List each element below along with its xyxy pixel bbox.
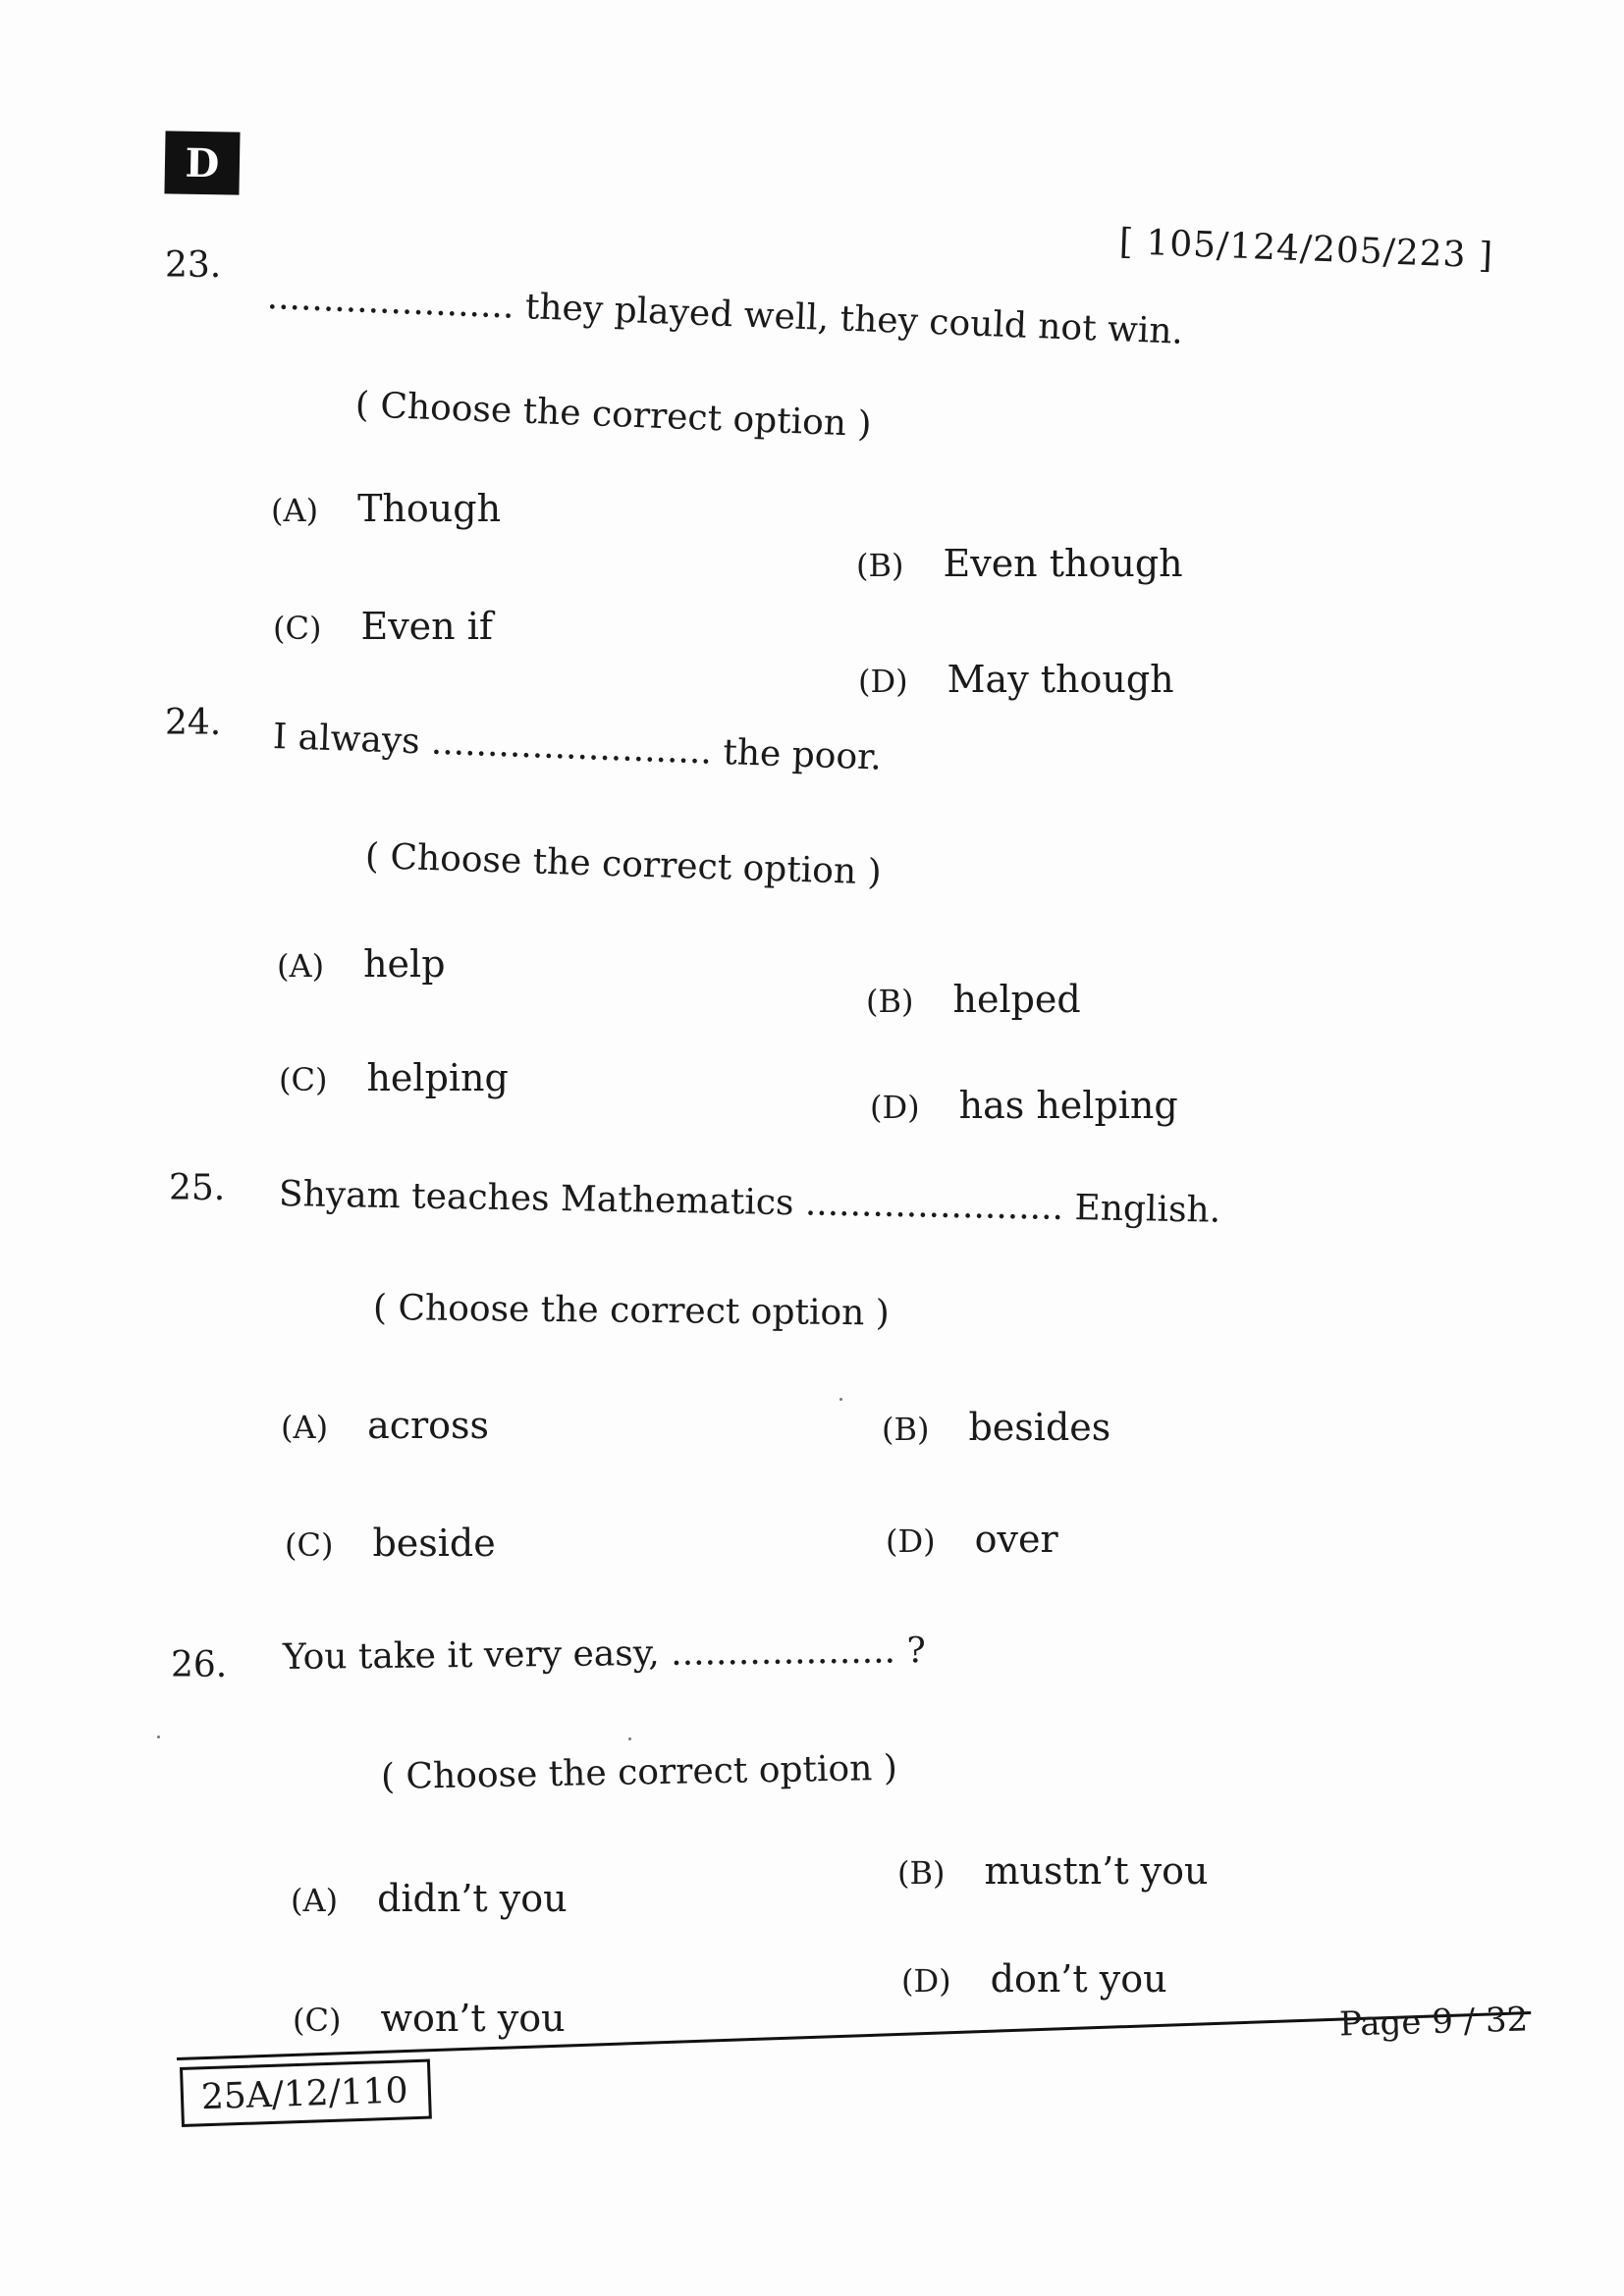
option-letter: (D): [870, 1089, 920, 1126]
option-letter: (A): [281, 1409, 329, 1446]
option-d[interactable]: [886, 1518, 1058, 1561]
option-b[interactable]: [856, 542, 1183, 585]
page-number: Page 9 / 32: [1338, 2000, 1529, 2045]
question-number: 25.: [169, 1168, 226, 1208]
option-letter: (C): [273, 610, 322, 647]
option-a[interactable]: [271, 487, 501, 530]
question-number: 24.: [165, 703, 222, 743]
option-text: over: [974, 1518, 1058, 1561]
option-b[interactable]: [866, 978, 1081, 1021]
question-text: Shyam teaches Mathematics ....................... English.: [278, 1174, 1221, 1231]
scan-speck: [839, 1398, 842, 1401]
option-c[interactable]: [285, 1522, 496, 1565]
option-c[interactable]: [273, 605, 493, 648]
option-text: has helping: [958, 1084, 1178, 1127]
option-text: don’t you: [990, 1957, 1167, 2001]
booklet-code: 25A/12/110: [200, 2070, 409, 2118]
option-text: May though: [947, 658, 1174, 701]
option-letter: (D): [901, 1962, 951, 2000]
option-letter: (B): [882, 1411, 930, 1448]
option-d[interactable]: [858, 658, 1174, 701]
paper-codes: [ 105/124/205/223 ]: [1118, 222, 1494, 277]
question-instruction: ( Choose the correct option ): [380, 1747, 898, 1797]
option-letter: (C): [279, 1061, 328, 1098]
question-instruction: ( Choose the correct option ): [354, 385, 873, 446]
set-label: D: [185, 139, 220, 187]
scan-speck: [157, 1735, 160, 1738]
option-a[interactable]: [281, 1404, 489, 1447]
option-text: won’t you: [380, 1997, 566, 2040]
question-text: I always ......................... the poor.: [272, 717, 883, 778]
option-c[interactable]: [293, 1997, 566, 2040]
option-letter: (A): [271, 492, 319, 529]
option-text: didn’t you: [377, 1877, 568, 1920]
option-text: Even if: [360, 605, 493, 648]
option-text: mustn’t you: [984, 1849, 1209, 1893]
option-letter: (B): [866, 983, 914, 1020]
option-text: besides: [968, 1406, 1111, 1449]
question-number: 23.: [165, 245, 222, 286]
option-letter: (C): [285, 1526, 334, 1564]
question-number: 26.: [171, 1645, 228, 1685]
question-instruction: ( Choose the correct option ): [372, 1288, 891, 1334]
option-text: help: [363, 942, 446, 986]
option-letter: (A): [277, 947, 325, 985]
option-c[interactable]: [279, 1056, 509, 1099]
option-b[interactable]: [897, 1849, 1208, 1893]
option-letter: (A): [291, 1882, 339, 1919]
option-letter: (B): [897, 1854, 946, 1892]
option-a[interactable]: [291, 1877, 568, 1920]
set-label-badge: [164, 131, 240, 194]
option-letter: (C): [293, 2002, 342, 2039]
option-letter: (B): [856, 547, 904, 584]
option-text: Even though: [943, 542, 1183, 585]
option-text: helped: [952, 978, 1081, 1021]
option-text: across: [367, 1404, 490, 1447]
option-a[interactable]: [277, 942, 446, 986]
scan-speck: [628, 1737, 631, 1740]
booklet-code-box: [180, 2059, 431, 2127]
option-text: Though: [357, 487, 502, 530]
option-text: helping: [366, 1056, 509, 1099]
option-b[interactable]: [882, 1406, 1110, 1449]
question-instruction: ( Choose the correct option ): [364, 836, 883, 893]
option-d[interactable]: [870, 1084, 1178, 1127]
option-d[interactable]: [901, 1957, 1167, 2001]
question-text: ...................... they played well, they could not win.: [266, 277, 1184, 352]
option-letter: (D): [886, 1522, 936, 1560]
option-text: beside: [372, 1522, 496, 1565]
question-text: You take it very easy, .................... ?: [282, 1630, 926, 1678]
option-letter: (D): [858, 663, 908, 700]
